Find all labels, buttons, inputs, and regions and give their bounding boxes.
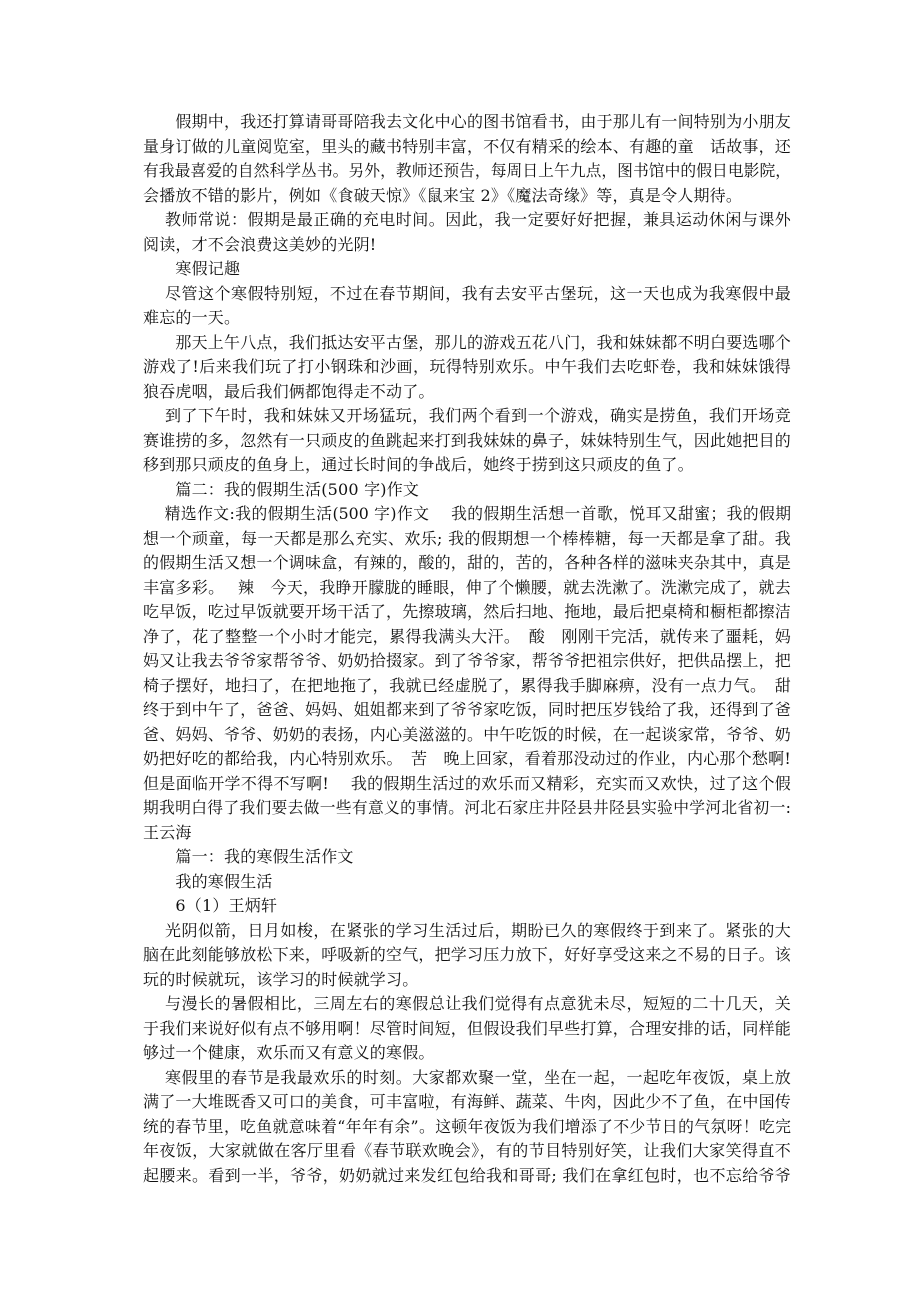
text-line: 妈又让我去爷爷家帮爷爷、奶奶拾掇家。到了爷爷家，帮爷爷把祖宗供好，把供品摆上，把 — [143, 651, 792, 670]
text-line: 寒假里的春节是我最欢乐的时刻。大家都欢聚一堂，坐在一起，一起吃年夜饭，桌上放 — [143, 1067, 791, 1087]
text-line: 假期中，我还打算请哥哥陪我去文化中心的图书馆看书，由于那儿有一间特别为小朋友 — [143, 112, 792, 131]
text-line: 丰富多彩。 辣 今天，我睁开朦胧的睡眼，伸了个懒腰，就去洗漱了。洗漱完成了，就去 — [143, 577, 791, 597]
text-line: 够过一个健康，欢乐而又有意义的寒假。 — [143, 1043, 435, 1062]
text-line: 奶把好吃的都给我，内心特别欢乐。 苦 晚上回家，看着那没动过的作业，内心那个愁啊! — [143, 749, 791, 768]
text-line: 终于到中午了，爸爸、妈妈、姐姐都来到了爷爷家吃饭，同时把压岁钱给了我，还得到了爸 — [143, 700, 792, 719]
text-line: 期我明白得了我们要去做一些有意义的事情。河北石家庄井陉县井陉县实验中学河北省初一: — [143, 798, 791, 817]
text-line: 移到那只顽皮的鱼身上，通过长时间的争战后，她终于捞到这只顽皮的鱼了。 — [143, 455, 694, 474]
text-line: 玩的时候就玩，该学习的时候就学习。 — [143, 969, 419, 989]
text-line: 精选作文:我的假期生活(500 字)作文 我的假期生活想一首歌，悦耳又甜蜜；我的假期 — [143, 504, 791, 523]
text-line: 阅读，才不会浪费这美妙的光阴! — [143, 234, 377, 254]
text-line: 我的寒假生活 — [143, 871, 273, 891]
text-line: 到了下午时，我和妹妹又开场猛玩，我们两个看到一个游戏，确实是捞鱼，我们开场竞 — [143, 406, 791, 425]
text-line: 但是面临开学不得不写啊! 我的假期生活过的欢乐而又精彩，充实而又欢快，过了这个假 — [143, 773, 791, 793]
text-line: 有我最喜爱的自然科学丛书。另外，教师还预告，每周日上午九点，图书馆中的假日电影院， — [143, 161, 791, 180]
text-line: 篇一：我的寒假生活作文 — [143, 847, 354, 866]
text-line: 的假期生活又想一个调味盒，有辣的，酸的，甜的，苦的，各种各样的滋味夹杂其中，真是 — [143, 553, 792, 572]
text-line: 篇二：我的假期生活(500 字)作文 — [143, 479, 420, 499]
text-line: 年夜饭，大家就做在客厅里看《春节联欢晚会》，有的节目特别好笑，让我们大家笑得直不 — [143, 1141, 791, 1160]
text-line: 统的春节里，吃鱼就意味着“年年有余”。这顿年夜饭为我们增添了不少节日的气氛呀！吃完 — [143, 1116, 791, 1136]
text-line: 起腰来。看到一半，爷爷，奶奶就过来发红包给我和哥哥; 我们在拿红包时，也不忘给爷爷 — [143, 1165, 791, 1185]
text-line: 吃早饭，吃过早饭就要开场干活了，先擦玻璃，然后扫地、拖地，最后把桌椅和橱柜都擦洁 — [143, 602, 792, 621]
text-line: 狼吞虎咽，最后我们俩都饱得走不动了。 — [143, 381, 435, 401]
text-line: 与漫长的暑假相比，三周左右的寒假总让我们觉得有点意犹未尽，短短的二十几天，关 — [143, 994, 791, 1013]
text-line: 6（1）王炳轩 — [143, 896, 278, 915]
text-line: 满了一大堆既香又可口的美食，可丰富啦，有海鲜、蔬菜、牛肉，因此少不了鱼，在中国传 — [143, 1092, 792, 1111]
text-line: 教师常说：假期是最正确的充电时间。因此，我一定要好好把握，兼具运动休闲与课外 — [143, 210, 791, 229]
text-line: 游戏了!后来我们玩了打小钢珠和沙画，玩得特别欢乐。中午我们去吃虾卷，我和妹妹饿得 — [143, 357, 791, 376]
document-page — [143, 110, 791, 1188]
text-line: 光阴似箭，日月如梭，在紧张的学习生活过后，期盼已久的寒假终于到来了。紧张的大 — [143, 920, 791, 940]
text-line: 脑在此刻能够放松下来，呼吸新的空气，把学习压力放下，好好享受这来之不易的日子。该 — [143, 945, 792, 964]
text-line: 寒假记趣 — [143, 259, 241, 278]
text-line: 爸、妈妈、爷爷、奶奶的表扬，内心美滋滋的。中午吃饭的时候，在一起谈家常，爷爷、奶 — [143, 724, 792, 744]
text-line: 想一个顽童，每一天都是那么充实、欢乐; 我的假期想一个棒棒糖，每一天都是拿了甜。我 — [143, 528, 791, 548]
text-line: 尽管这个寒假特别短，不过在春节期间，我有去安平古堡玩，这一天也成为我寒假中最 — [143, 283, 791, 303]
text-line: 椅子摆好，地扫了，在把地拖了，我就已经虚脱了，累得我手脚麻痹，没有一点力气。 甜 — [143, 675, 791, 695]
text-line: 王云海 — [143, 822, 192, 842]
text-line: 难忘的一天。 — [143, 308, 241, 327]
text-line: 量身订做的儿童阅览室，里头的藏书特别丰富，不仅有精采的绘本、有趣的童 话故事，还 — [143, 136, 792, 156]
text-line: 于我们来说好似有点不够用啊！尽管时间短，但假设我们早些打算，合理安排的话，同样能 — [143, 1018, 792, 1038]
text-line: 净了，花了整整一个小时才能完，累得我满头大汗。 酸 刚刚干完活，就传来了噩耗，妈 — [143, 626, 791, 646]
text-line: 会播放不错的影片，例如《食破天惊》《鼠来宝 2》《魔法奇缘》等，真是令人期待。 — [143, 185, 743, 205]
text-line: 那天上午八点，我们抵达安平古堡，那儿的游戏五花八门，我和妹妹都不明白要选哪个 — [143, 332, 792, 352]
text-line: 赛谁捞的多，忽然有一只顽皮的鱼跳起来打到我妹妹的鼻子，妹妹特别生气，因此她把目的 — [143, 430, 792, 450]
